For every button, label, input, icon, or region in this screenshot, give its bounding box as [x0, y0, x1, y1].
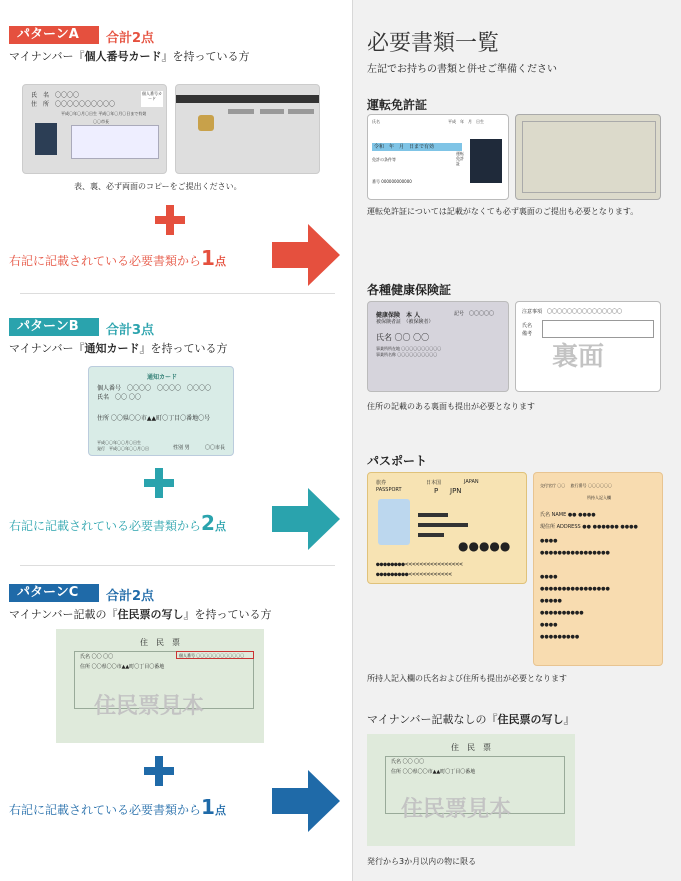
license-birth-field: 平成 年 月 日生: [448, 119, 484, 124]
license-conditions: 免許の条件等: [372, 157, 396, 162]
card-dates: 平成〇年〇月〇日生 平成〇年〇月〇日まで有効: [61, 111, 147, 116]
card-issuer: 〇〇市長: [93, 119, 109, 124]
card-issued: 発行 平成〇〇年〇〇月〇日: [97, 446, 149, 451]
card-office: 〇〇市長: [205, 445, 226, 451]
license-label: 運転免許証: [456, 151, 464, 166]
pattern-a-requirement: 右記に記載されている必要書類から1点: [9, 246, 226, 270]
insurance-name: 氏名 〇〇 〇〇: [376, 333, 430, 342]
card-name: 氏名 〇〇 〇〇: [97, 394, 141, 401]
license-note: 運転免許証については記載がなくても必ず裏面のご提出も必要となります。: [367, 207, 639, 216]
card-field-box: [71, 125, 159, 159]
passport-mrz-1: ●●●●●●●●<<<<<<<<<<<<<<<<: [376, 561, 463, 568]
insurance-office-name: 事業所名称 〇〇〇〇〇〇〇〇〇〇: [376, 352, 438, 357]
sheet-title: 住 民 票: [451, 743, 491, 752]
insurance-code: 記号 〇〇〇〇〇: [454, 311, 495, 317]
juminhyo-note: 発行から3か月以内の物に限る: [367, 857, 477, 866]
plus-icon: [155, 205, 185, 235]
insurance-front: [367, 301, 509, 392]
passport-note: 所持人記入欄の氏名および住所も提出が必要となります: [367, 674, 567, 683]
juminhyo-title: マイナンバー記載なしの『住民票の写し』: [367, 713, 575, 726]
pattern-a-subtitle: マイナンバー『個人番号カード』を持っている方: [9, 50, 250, 63]
passport-country-jp: 日本国: [426, 480, 442, 486]
sheet-title: 住 民 票: [140, 638, 180, 647]
juminhyo-sample-right: [367, 734, 575, 846]
arrow-right-icon: [272, 488, 340, 550]
insurance-type: 健康保険 本 人: [376, 312, 421, 319]
notification-card: [88, 366, 234, 456]
insurance-notice: 注意事項 〇〇〇〇〇〇〇〇〇〇〇〇〇〇〇: [522, 309, 623, 315]
sheet-name: 氏名 〇〇 〇〇: [80, 654, 114, 660]
arrow-right-icon: [272, 224, 340, 286]
license-back: [515, 114, 661, 200]
card-dates: 平成〇〇年〇〇月〇日生: [97, 440, 141, 445]
sheet-number: 個人番号 〇〇〇〇〇〇〇〇〇〇〇〇: [176, 651, 254, 659]
license-valid-field: 令和 年 月 日まで有効: [372, 143, 462, 151]
license-photo: [470, 139, 502, 183]
card-address: 住所 〇〇県〇〇市▲▲町〇丁目〇番地〇号: [97, 415, 211, 422]
sheet-name: 氏名 〇〇 〇〇: [391, 759, 425, 765]
pattern-a-total: 合計2点: [106, 31, 155, 46]
card-title: 通知カード: [146, 374, 177, 381]
plus-icon: [144, 756, 174, 786]
passport-country-en: JAPAN: [464, 479, 479, 485]
panel-heading: 必要書類一覧: [367, 31, 500, 56]
pattern-b-tag: パターンB: [9, 318, 99, 336]
passport-issuing-office: 交付官庁 〇〇 旅行番号 〇〇〇〇〇〇: [540, 483, 612, 488]
card-gender: 性別 男: [173, 445, 190, 451]
pattern-c-requirement: 右記に記載されている必要書類から1点: [9, 795, 226, 819]
passport-front: [367, 472, 527, 584]
arrow-right-icon: [272, 770, 340, 832]
required-documents-panel: [352, 0, 681, 881]
plus-icon: [144, 468, 174, 498]
card-photo: [35, 123, 57, 155]
passport-title: パスポート: [367, 454, 428, 468]
holder-section: 所持人記入欄: [587, 495, 611, 500]
holder-address: 現住所 ADDRESS ●● ●●●●●● ●●●●: [540, 524, 638, 530]
license-front: [367, 114, 509, 200]
pattern-a-tag: パターンA: [9, 26, 99, 44]
sheet-address: 住所 〇〇県〇〇市▲▲町〇丁目〇番地: [80, 664, 165, 670]
insurance-back-remarks: 備考: [522, 331, 533, 337]
sample-stamp: 住民票見本: [401, 797, 512, 822]
holder-dots: ●●●● ●●●●●●●●●●●●●●●● ●●●● ●●●●●●●●●●●●●●●● ●●●●● ●●●●●●●●●● ●●●● ●●●●●●●●●: [540, 538, 610, 640]
card-number: 個人番号 〇〇〇〇 〇〇〇〇 〇〇〇〇: [97, 385, 212, 392]
insurance-note: 住所の記載のある裏面も提出が必要となります: [367, 402, 535, 411]
sample-stamp: 住民票見本: [94, 694, 205, 719]
insurance-office-address: 事業所所在地 〇〇〇〇〇〇〇〇〇〇: [376, 346, 442, 351]
pattern-c-total: 合計2点: [106, 589, 155, 604]
ic-chip: [198, 115, 214, 131]
pattern-b-requirement: 右記に記載されている必要書類から2点: [9, 511, 226, 535]
passport-photo: [378, 499, 410, 545]
license-name-field: 氏名: [372, 119, 380, 124]
panel-lead: 左記でお持ちの書類と併せご準備ください: [367, 64, 557, 75]
pattern-a-caption: 表、裏、必ず両面のコピーをご提出ください。: [74, 182, 242, 191]
sheet-address: 住所 〇〇県〇〇市▲▲町〇丁目〇番地: [391, 769, 476, 775]
card-name-field: 氏 名 〇〇〇〇: [31, 92, 80, 99]
divider: [20, 293, 335, 294]
passport-issuer: JPN: [450, 487, 462, 495]
license-number: 番号 000000000000: [372, 179, 412, 184]
card-address-field: 住 所 〇〇〇〇〇〇〇〇〇〇: [31, 101, 116, 108]
pattern-b-total: 合計3点: [106, 323, 155, 338]
pattern-b-subtitle: マイナンバー『通知カード』を持っている方: [9, 342, 228, 355]
mynumber-card-back: [175, 84, 320, 174]
passport-code: P: [434, 487, 439, 495]
pattern-c-tag: パターンC: [9, 584, 99, 602]
divider: [20, 565, 335, 566]
passport-type: PASSPORT: [376, 487, 402, 493]
passport-mrz-2: ●●●●●●●●●<<<<<<<<<<<<: [376, 571, 452, 578]
insurance-back-name: 氏名: [522, 323, 533, 329]
back-stamp: 裏面: [552, 342, 605, 372]
mynumber-card-front: [22, 84, 167, 174]
insurance-title: 各種健康保険証: [367, 283, 452, 297]
insurance-back: [515, 301, 661, 392]
passport-dots: ●●●●●: [458, 539, 511, 553]
insurance-sub: 被保険者証 （被保険者）: [376, 319, 434, 325]
juminhyo-sample: [56, 629, 264, 743]
card-badge: 個人番号カード: [141, 91, 163, 107]
holder-name: 氏名 NAME ●● ●●●●: [540, 512, 596, 518]
license-title: 運転免許証: [367, 98, 428, 112]
passport-label: 旅券: [376, 480, 387, 486]
pattern-c-subtitle: マイナンバー記載の『住民票の写し』を持っている方: [9, 608, 272, 621]
passport-holder-page: [533, 472, 663, 666]
